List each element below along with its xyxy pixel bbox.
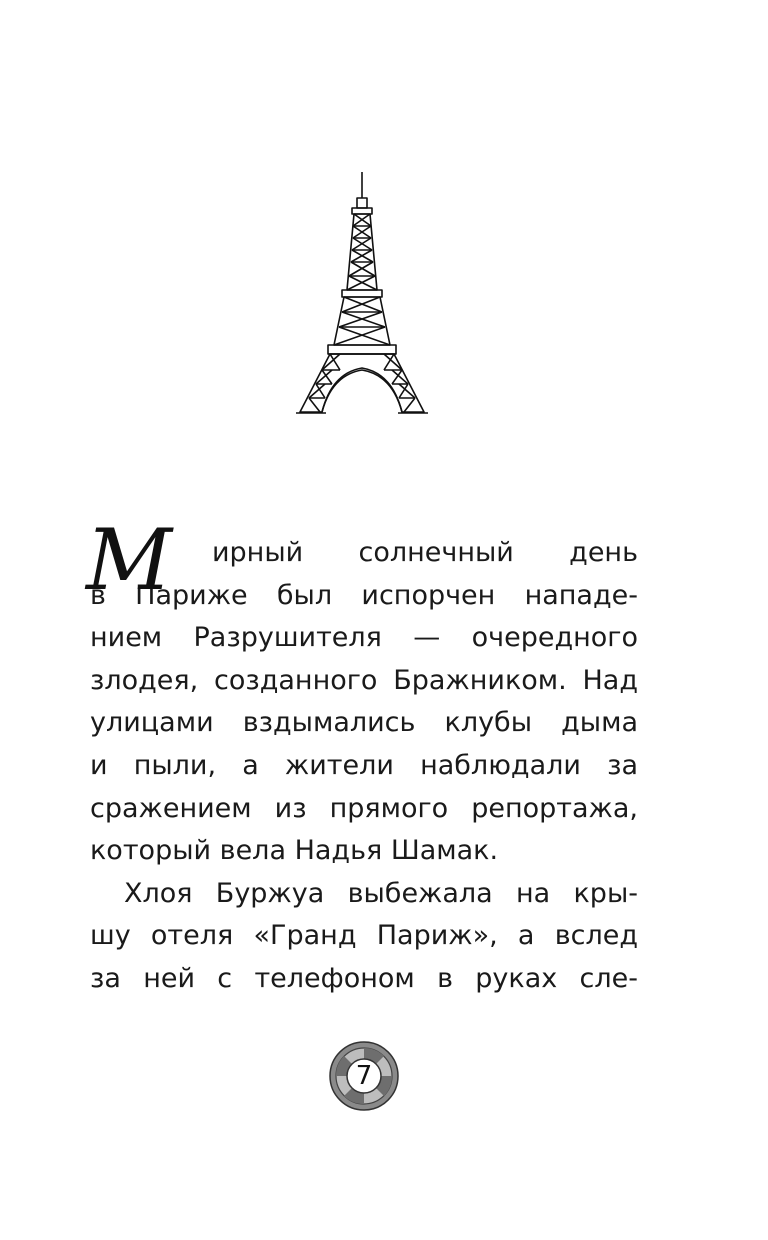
eiffel-tower-icon bbox=[292, 170, 432, 420]
body-text bbox=[86, 511, 638, 1001]
text-line: злодея, созданного Бражником. Над bbox=[90, 664, 638, 696]
text-line: и пыли, а жители наблюдали за bbox=[90, 749, 638, 781]
text-line: сражением из прямого репортажа, bbox=[90, 792, 638, 824]
text-line: за ней с телефоном в руках сле- bbox=[90, 962, 638, 994]
drop-cap: М bbox=[86, 511, 171, 609]
text-line: который вела Надья Шамак. bbox=[90, 835, 499, 867]
text-line: улицами вздымались клубы дыма bbox=[90, 707, 638, 739]
text-line: в Париже был испорчен нападе- bbox=[90, 579, 638, 611]
text-line: М ирный солнечный день bbox=[86, 511, 638, 609]
text-line: нием Разрушителя — очередного bbox=[90, 622, 638, 654]
text-line: шу отеля «Гранд Париж», а вслед bbox=[90, 920, 638, 952]
text-line: Хлоя Буржуа выбежала на кры- bbox=[124, 877, 638, 909]
page-number: 7 bbox=[355, 1061, 373, 1091]
